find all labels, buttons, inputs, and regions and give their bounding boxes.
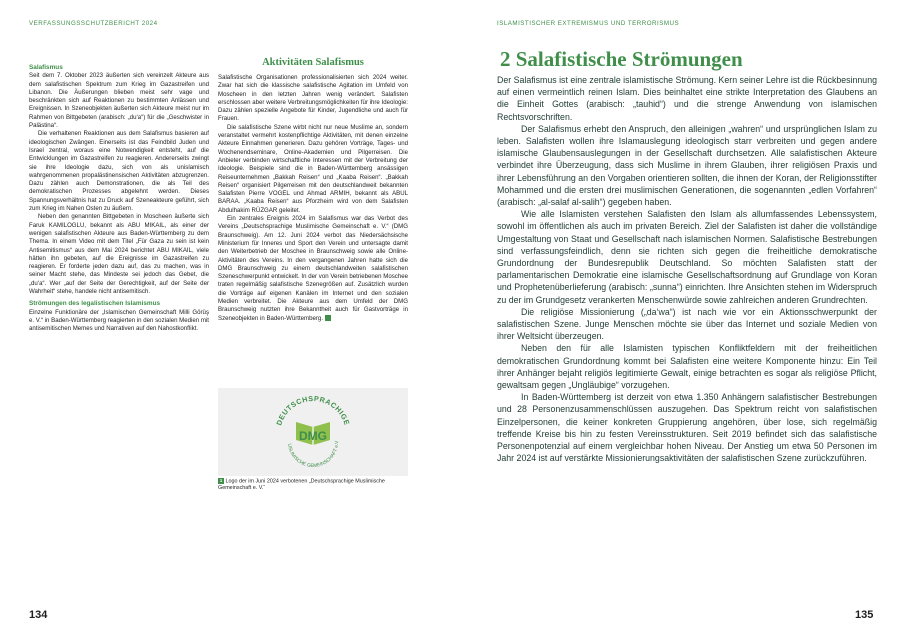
caption-marker: 1 [219,478,223,483]
paragraph: In Baden-Württemberg ist derzeit von etwa 1.350 Anhängern salafistischer Bestrebungen und 28 Personenzusammenschlüssen auszugehen. Das Spektrum reicht von salafistischen Einzelpersonen, die keiner konkreten Gruppierung angehören, über lose, sich regelmäßig treffende Kreise bis hin zu festen Vereinsstrukturen. Seit 2019 befindet sich das salafistische Personenpotenzial auf einem vergleichbar hohen Niveau. Der Anstieg um etwa 50 Personen im Jahr 2024 ist auf verstärkte Missionierungsaktivitäten der salafistischen Szene zurückzuführen. [497,392,877,464]
page-number-left: 134 [29,609,48,621]
section-title: Aktivitäten Salafismus [262,57,364,68]
paragraph: Neben den für alle Islamisten typischen Konfliktfeldern mit der freiheitlichen demokratischen Grundordnung kommt bei Salafisten eine weitere Komponente hinzu: Ein Teil ihrer Anhänger bejaht religiös legitimierte Gewalt, einige betrachten es sogar als religiöse Pflicht, gewaltsam gegen „Ungläubige“ vorzugehen. [497,343,877,391]
figure-caption: Logo der im Juni 2024 verbotenen „Deutschsprachige Muslimische Gemeinschaft e. V.“ [218,478,385,492]
paragraph: Die salafistische Szene wirbt nicht nur neue Muslime an, sondern veranstaltet vermehrt kostenpflichtige Aktivitäten, mit denen einzelne Akteure Einnahmen generieren. Dazu gehören Vorträge, Tages- und Wochenendseminare, Online-Akademien und Pilgerreisen. Die Anbieter verbinden wirtschaftliche Interessen mit der Verbreitung der Ideologie. Beispiele sind die in Baden-Württemberg ansässigen Reiseunternehmen „Bakkah Reisen“ und „Kaaba Reisen“. „Bakkah Reisen“ organisiert Pilgerreisen mit den deutschlandweit bekannten Salafisten Pierre VOGEL und Ahmad ARMIH, bekannt als ABUL BARAA. „Kaaba Reisen“ aus Pforzheim wird von dem Salafisten Abdulhakim RÜZGAR geleitet. [218,123,408,214]
running-head-left: VERFASSUNGSSCHUTZBERICHT 2024 [29,20,158,27]
paragraph [218,215,408,323]
chapter-title: 2 Salafistische Strömungen [500,47,743,71]
paragraph-text: Ein zentrales Ereignis 2024 im Salafismus war das Verbot des Vereins „Deutschsprachige Muslimische Gemeinschaft e. V.“ (DMG Braunschweig). Am 12. Juni 2024 verbot das Niedersächsische Ministerium für Inneres und Sport den Verein und untersagte damit den Weiterbetrieb der Moschee in Braunschweig sowie alle Online-Aktivitäten des Vereins. In den vergangenen Jahren hatte sich die DMG Braunschweig zu einem deutschlandweiten salafistischen Szeneschwerpunkt entwickelt. In der von Verein betriebenen Moschee traten regelmäßig salafistische Szenegrößen auf. Zusätzlich wurden die Vorträge auf eigenen Kanälen im Internet und den sozialen Medien verbreitet. Die Akteure aus dem Umfeld der DMG Braunschweig nutzten ihre Bekanntheit auch für Gastvorträge in Szeneobjekten in Baden-Württemberg. [218,215,408,322]
paragraph: Der Salafismus ist eine zentrale islamistische Strömung. Kern seiner Lehre ist die Rückbesinnung auf einen vermeintlich reinen Islam. Dies beinhaltet eine strikte Interpretation des Glaubens an die Einheit Gottes (arabisch: „tauhid“) und die strenge Anwendung von islamischen Rechtsvorschriften. [497,75,877,122]
right-body [497,74,877,465]
running-head-right: ISLAMISTISCHER EXTREMISMUS UND TERRORISMUS [497,20,680,27]
subheading-salafismus: Salafismus [29,64,63,71]
figure-marker: 1 [325,315,331,321]
dmg-logo-image [218,388,408,476]
subheading-legalistisch: Strömungen des legalistischen Islamismus [29,300,161,308]
paragraph: Der Salafismus erhebt den Anspruch, den alleinigen „wahren“ und ursprünglichen Islam zu leben. Salafisten wollen ihre Islamauslegung ideologisch starr verbreiten und gegen andere islamische Glaubensauslegungen in der Gesellschaft durchsetzen. Alle salafistischen Akteure verbindet ihre Überzeugung, dass sich Muslime in ihrem Glauben, ihrer religiösen Praxis und ihrer Lebensführung an den Vorgaben orientieren sollten, die ihnen der Koran, der Religionsstifter Mohammed und die ersten drei muslimischen Generationen, die sogenannten „edlen Vorfahren“ (arabisch: „al-salaf al-salih“) gegeben haben. [497,123,877,208]
logo-mark: DMG [299,429,327,443]
figure-logo-box [218,388,408,476]
paragraph: Die verhaltenen Reaktionen aus dem Salafismus basieren auf ideologischen Zwängen. Einerseits ist das Feindbild Juden und Israel zentral, woraus eine Notwendigkeit entsteht, auf die Entwicklungen im Gazastreifen zu reagieren. Andererseits zwingt sie ihre Ideologie dazu, sich von als unislamisch wahrgenommenen propalästinensischen Aktivitäten abzugrenzen. Dazu zählen auch Demonstrationen, die als Teil des demokratischen Prozesses abgelehnt werden. Dieses Spannungsverhältnis hat zu Druck auf Szeneakteure geführt, sich zum Krieg im Nahen Osten zu äußern. [29,130,209,213]
paragraph: Wie alle Islamisten verstehen Salafisten den Islam als allumfassendes Lebenssystem, sowohl im öffentlichen als auch im privaten Bereich. Ziel der Salafisten ist daher die vollständige Umgestaltung von Staat und Gesellschaft nach islamischen Normen. Salafistische Bestrebungen sind verfassungsfeindlich, denn sie richten sich gegen die freiheitliche demokratische Grundordnung der Bundesrepublik Deutschland. So möchten Salafisten statt der parlamentarischen Demokratie eine islamische Gesellschaftsordnung auf Grundlage von Koran und Prophetenüberlieferung (arabisch: „sunna“) einrichten. Ihre Ansichten stehen im Widerspruch zu der im Grundgesetz verankerten Menschenwürde sowie zahlreichen anderen Grundrechten. [497,209,877,305]
logo-text-bottom: USLIMISCHE GEMEINSCHAFT e.V [286,441,341,470]
paragraph: Einzelne Funktionäre der „Islamischen Gemeinschaft Milli Görüş e. V.“ in Baden-Württemberg reagierten in den sozialen Medien mit antisemitischen Memes und Narrativen auf den Nahostkonflikt. [29,308,209,333]
logo-text-top: DEUTSCHSPRACHIGE [274,393,352,427]
paragraph: Salafistische Organisationen professionalisierten sich 2024 weiter. Zwar hat sich die klassische salafistische Agitation im Umfeld von Moscheen in den letzten Jahren wenig verändert. Salafisten erschlossen aber weitere Verbreitungsmöglichkeiten für ihre Ideologie: Dazu zählen spezielle Angebote für Kinder, Jugendliche und auch für Frauen. [218,74,408,123]
paragraph: Die religiöse Missionierung („da‘wa“) ist nach wie vor ein Aktionsschwerpunkt der salafistischen Szene. Junge Menschen möchte sie über das Internet und soziale Medien von ihrer Weltsicht überzeugen. [497,306,877,342]
left-column-2 [218,56,408,323]
paragraph: Neben den genannten Bittgebeten in Moscheen äußerte sich Faruk KAMILOGLU, bekannt als ABU MIKAIL, als einer der wenigen salafistischen Akteure aus Baden-Württemberg zu dem Thema. In einem Video mit dem Titel „Für Gaza zu sein ist kein Antisemitismus“ aus dem Mai 2024 berichtet ABU MIKAIL, viele hätten ihn gebeten, auf die Ereignisse im Gazastreifen zu reagieren. Er forderte jeden dazu auf, das zu machen, was in seiner Macht stehe, das Mindeste sei jedoch das Gebet, die „du‘a“. Wer „auf der Seite der Gerechtigkeit, auf der Seite der Wahrheit“ stehe, handele nicht antisemitisch. [29,213,209,296]
page-number-right: 135 [855,609,874,621]
paragraph: Seit dem 7. Oktober 2023 äußerten sich vereinzelt Akteure aus dem salafistischen Spektrum zum Krieg im Gazastreifen und Libanon. Die Äußerungen blieben meist sehr vage und beschränkten sich auf Reaktionen zu bestimmten Anlässen und Ereignissen. In Szeneobjekten äußerten sich Akteure meist nur im Rahmen von Bittgebeten (arabisch: „du‘a“) für die „Geschwister in Palästina“. [29,72,209,130]
figure-caption-wrap [218,478,408,492]
left-column-1 [29,64,209,334]
